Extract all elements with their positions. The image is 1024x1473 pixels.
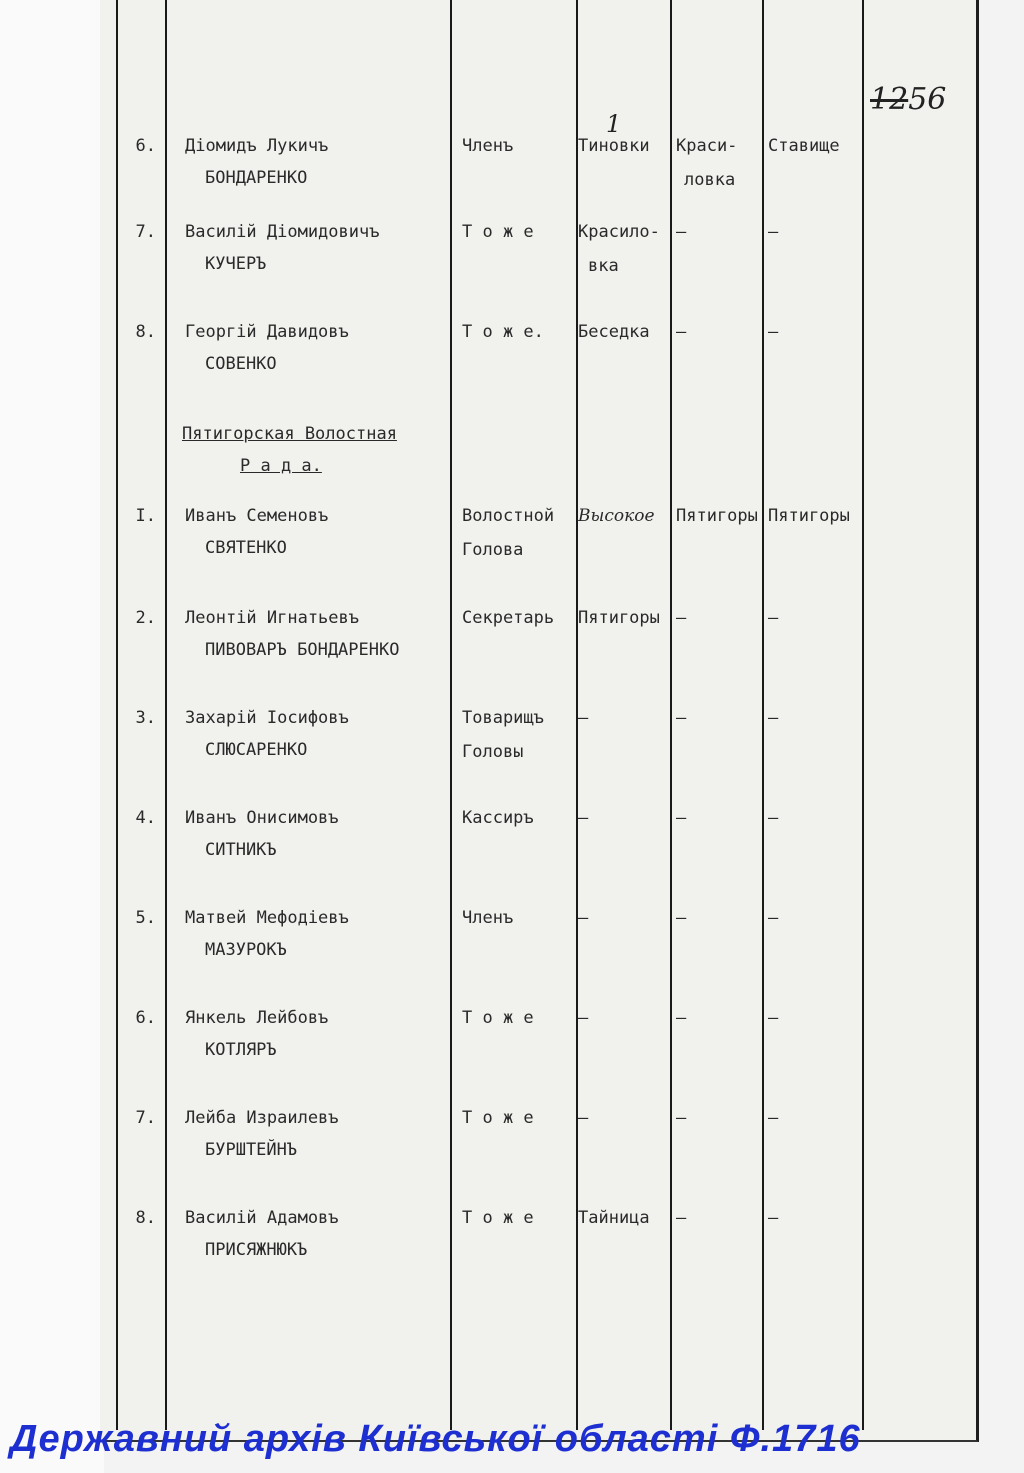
village-col2: –	[676, 322, 687, 342]
entry-number: 6.	[135, 1008, 156, 1028]
position: Волостной	[462, 506, 555, 526]
village-col3: –	[768, 608, 779, 628]
position: Кассиръ	[462, 808, 534, 828]
surname: БУРШТЕЙНЪ	[205, 1140, 298, 1160]
entry-number: I.	[135, 506, 156, 526]
given-name: Георгій Давидовъ	[185, 322, 349, 342]
village-col1: Тиновки	[578, 136, 650, 156]
surname: СЛЮСАРЕНКО	[205, 740, 308, 760]
surname: СОВЕНКО	[205, 354, 277, 374]
position: Т о ж е	[462, 222, 534, 242]
given-name: Василій Діомидовичъ	[185, 222, 380, 242]
column-mark: 1	[606, 110, 622, 138]
village-col3: –	[768, 222, 779, 242]
table-row	[0, 708, 1024, 788]
table-row	[0, 322, 1024, 402]
village-col2: –	[676, 908, 687, 928]
position: Товарищъ	[462, 708, 544, 728]
position: Секретарь	[462, 608, 555, 628]
village-col1: –	[578, 1008, 589, 1028]
position: Членъ	[462, 908, 514, 928]
entry-number: 2.	[135, 608, 156, 628]
village-col2: Пятигоры	[676, 506, 758, 526]
surname: БОНДАРЕНКО	[205, 168, 308, 188]
table-row	[0, 1008, 1024, 1088]
village-col3: –	[768, 322, 779, 342]
village-col2: –	[676, 808, 687, 828]
given-name: Иванъ Семеновъ	[185, 506, 329, 526]
entry-number: 7.	[135, 222, 156, 242]
village-col2: –	[676, 608, 687, 628]
village-col2: –	[676, 1108, 687, 1128]
table-row	[0, 908, 1024, 988]
village-col2: –	[676, 1008, 687, 1028]
position: Т о ж е.	[462, 322, 544, 342]
village-col3: –	[768, 808, 779, 828]
position-cont: Головы	[462, 742, 524, 762]
surname: СВЯТЕНКО	[205, 538, 287, 558]
given-name: Янкель Лейбовъ	[185, 1008, 329, 1028]
given-name: Иванъ Онисимовъ	[185, 808, 339, 828]
given-name: Матвей Мефодіевъ	[185, 908, 349, 928]
page-number-alt: 56	[908, 82, 947, 117]
village-col2: –	[676, 708, 687, 728]
position: Т о ж е	[462, 1208, 534, 1228]
position-cont: Голова	[462, 540, 524, 560]
village-col1: –	[578, 908, 589, 928]
given-name: Василій Адамовъ	[185, 1208, 339, 1228]
surname: ПРИСЯЖНЮКЪ	[205, 1240, 308, 1260]
page-number-main: 12	[870, 82, 909, 117]
surname: СИТНИКЪ	[205, 840, 277, 860]
village-col2-cont: ловка	[684, 170, 736, 190]
village-col1: –	[578, 708, 589, 728]
entry-number: 8.	[135, 322, 156, 342]
section-title: Пятигорская Волостная	[182, 424, 397, 444]
entry-number: 5.	[135, 908, 156, 928]
entry-number: 7.	[135, 1108, 156, 1128]
given-name: Лейба Израилевъ	[185, 1108, 339, 1128]
surname: МАЗУРОКЪ	[205, 940, 287, 960]
position: Т о ж е	[462, 1108, 534, 1128]
village-col3: –	[768, 708, 779, 728]
surname: ПИВОВАРЪ БОНДАРЕНКО	[205, 640, 400, 660]
table-row	[0, 808, 1024, 888]
surname: КУЧЕРЪ	[205, 254, 267, 274]
surname: КОТЛЯРЪ	[205, 1040, 277, 1060]
given-name: Діомидъ Лукичъ	[185, 136, 329, 156]
village-col2: –	[676, 1208, 687, 1228]
village-col3: Ставище	[768, 136, 840, 156]
village-col3: –	[768, 1008, 779, 1028]
position: Членъ	[462, 136, 514, 156]
entry-number: 4.	[135, 808, 156, 828]
village-col1: Красило-	[578, 222, 660, 242]
table-row	[0, 1208, 1024, 1288]
page-number	[870, 82, 946, 117]
village-col3: Пятигоры	[768, 506, 850, 526]
village-col1: –	[578, 808, 589, 828]
village-col1: Пятигоры	[578, 608, 660, 628]
village-col3: –	[768, 908, 779, 928]
table-row	[0, 136, 1024, 216]
village-col3: –	[768, 1108, 779, 1128]
position: Т о ж е	[462, 1008, 534, 1028]
village-col1: Тайница	[578, 1208, 650, 1228]
village-col1: –	[578, 1108, 589, 1128]
village-col2: Краси-	[676, 136, 738, 156]
village-col1-cont: вка	[588, 256, 619, 276]
village-col2: –	[676, 222, 687, 242]
village-col1: Высокое	[578, 506, 655, 526]
given-name: Леонтій Игнатьевъ	[185, 608, 359, 628]
entry-number: 6.	[135, 136, 156, 156]
entry-number: 8.	[135, 1208, 156, 1228]
village-col3: –	[768, 1208, 779, 1228]
given-name: Захарій Іосифовъ	[185, 708, 349, 728]
table-row	[0, 1108, 1024, 1188]
entry-number: 3.	[135, 708, 156, 728]
table-row	[0, 222, 1024, 302]
village-col1: Беседка	[578, 322, 650, 342]
table-row	[0, 506, 1024, 586]
archive-watermark: Державний архів Київської області Ф.1716	[10, 1418, 861, 1460]
table-row	[0, 608, 1024, 688]
section-title-line2: Р а д а.	[240, 456, 322, 476]
